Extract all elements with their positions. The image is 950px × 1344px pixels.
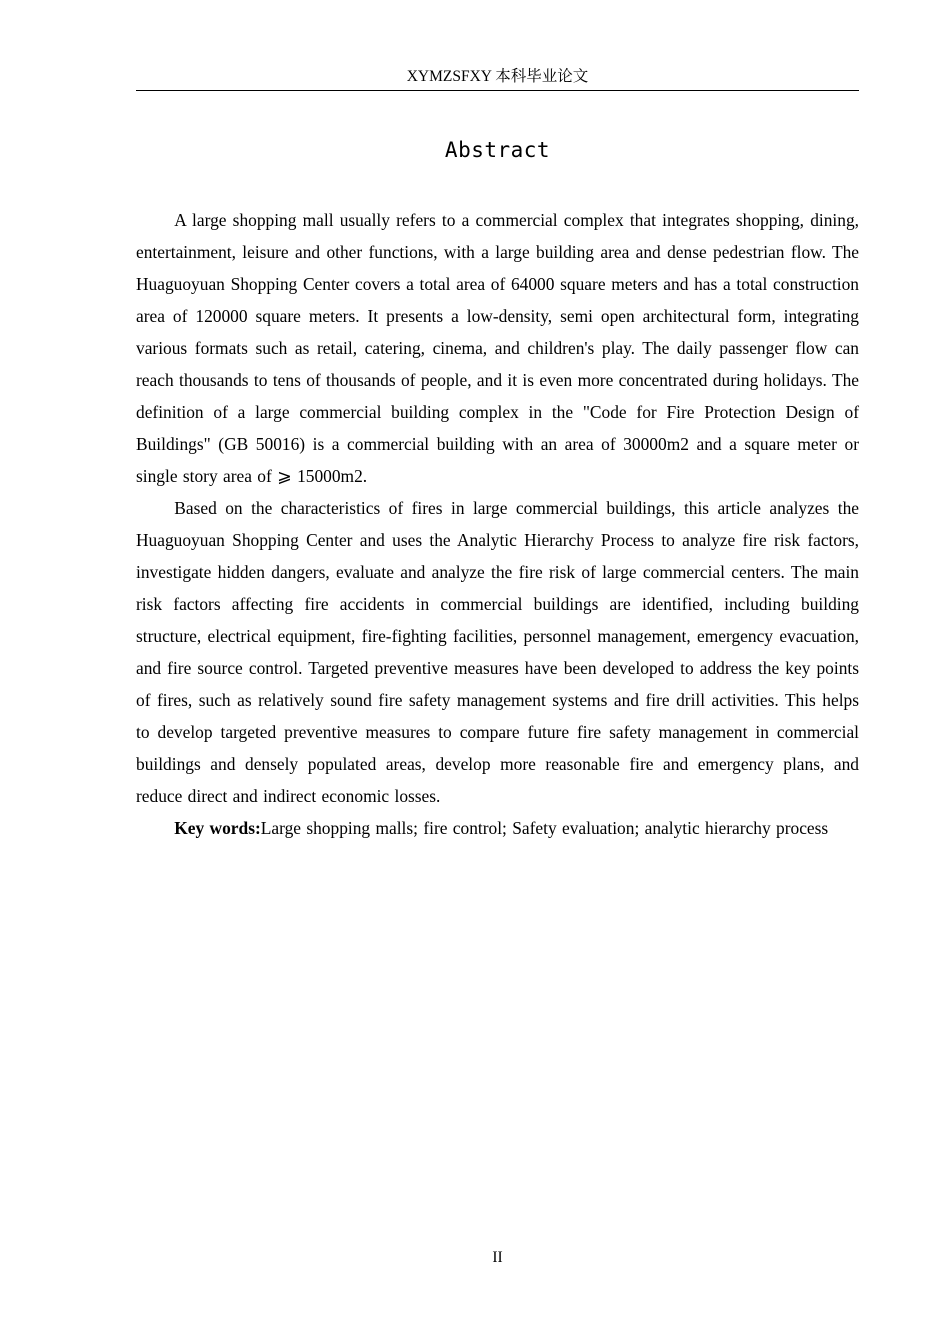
abstract-paragraph-2: Based on the characteristics of fires in large commercial buildings, this article analyzes the Huaguoyuan Shopping Center and uses the Analytic Hierarchy Process to analyze fire risk factors, investigate hidden dangers, evaluate and analyze the fire risk of large commercial centers. The main risk factors affecting fire accidents in commercial buildings are identified, including building structure, electrical equipment, fire-fighting facilities, personnel management, emergency evacuation, and fire source control. Targeted preventive measures have been developed to address the key points of fires, such as relatively sound fire safety management systems and fire drill activities. This helps to develop targeted preventive measures to compare future fire safety management in commercial buildings and densely populated areas, develop more reasonable fire and emergency plans, and reduce direct and indirect economic losses. [136,498,859,806]
abstract-body [136,204,859,844]
keywords-label: Key words: [174,818,261,838]
header-divider [136,90,859,91]
keywords-line [136,812,859,844]
page-number: II [492,1249,503,1266]
keywords-text: Large shopping malls; fire control; Safety evaluation; analytic hierarchy process [260,818,829,838]
abstract-title: Abstract [444,138,551,162]
running-header: XYMZSFXY 本科毕业论文 [406,68,589,85]
abstract-paragraph-1: A large shopping mall usually refers to a commercial complex that integrates shopping, dining, entertainment, leisure and other functions, with a large building area and dense pedestrian flow. The Huaguoyuan Shopping Center covers a total area of 64000 square meters and has a total construction area of 120000 square meters. It presents a low-density, semi open architectural form, integrating various formats such as retail, catering, cinema, and children's play. The daily passenger flow can reach thousands to tens of thousands of people, and it is even more concentrated during holidays. The definition of a large commercial building complex in the "Code for Fire Protection Design of Buildings" (GB 50016) is a commercial building with an area of 30000m2 and a square meter or single story area of ⩾ 15000m2. [136,210,859,486]
